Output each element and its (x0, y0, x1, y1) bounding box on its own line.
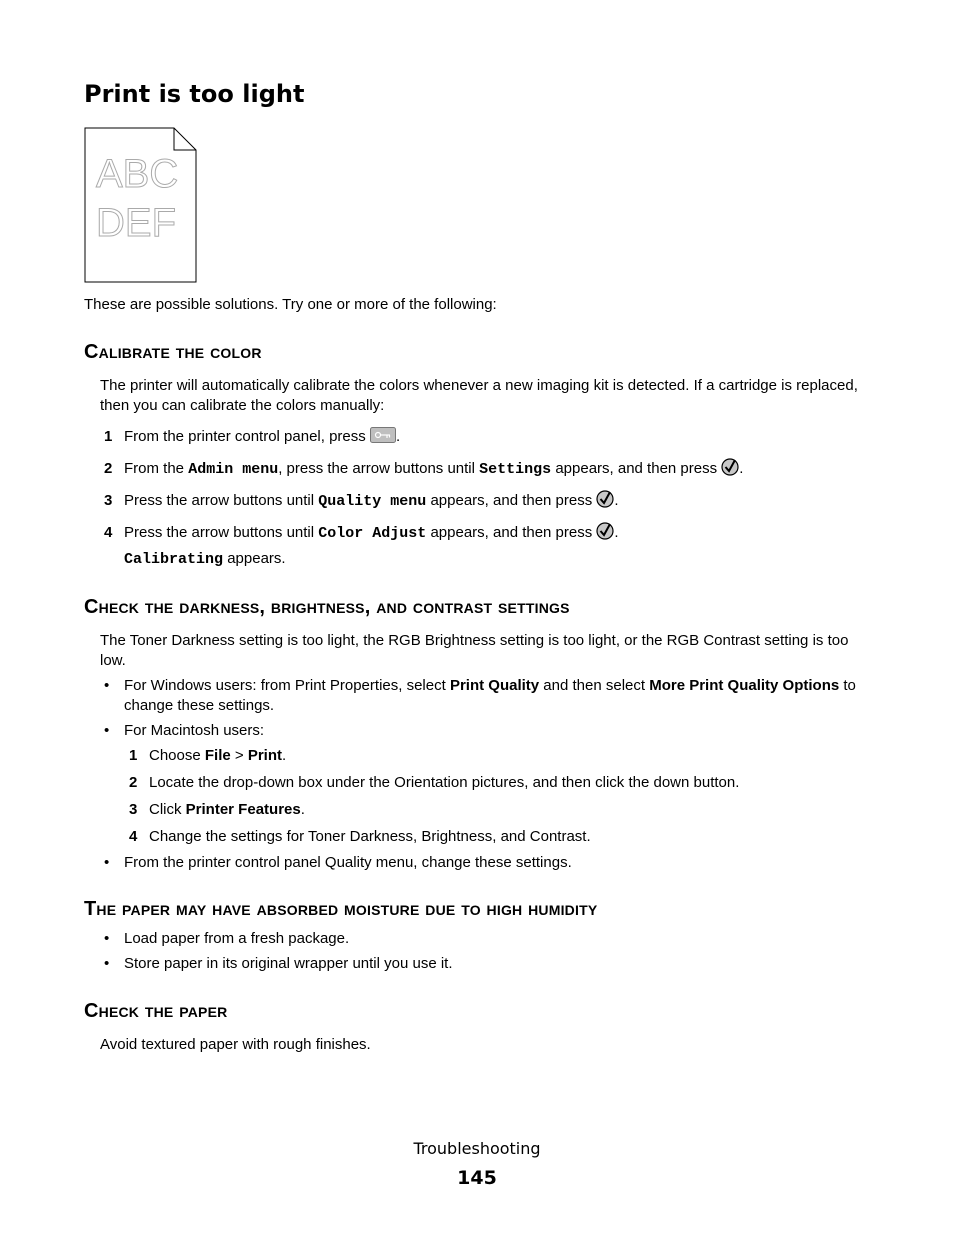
calibrate-result: Calibrating appears. (124, 550, 286, 568)
page-title: Print is too light (84, 80, 305, 108)
list-item: • Load paper from a fresh package. (104, 930, 350, 947)
sample-text-def: DEF (96, 201, 176, 245)
bullet-icon: • (104, 722, 110, 739)
list-item: • For Windows users: from Print Properties, select Print Quality and then select More Print Quality Options to change these settings. (104, 677, 856, 714)
checkmark-button-icon (596, 490, 614, 512)
section-heading-humidity: The paper may have absorbed moisture due to high humidity (84, 898, 598, 920)
list-item: • For Macintosh users: (104, 722, 265, 739)
section-heading-paper: Check the paper (84, 1000, 228, 1022)
bullet-icon: • (104, 955, 110, 972)
checkmark-button-icon (596, 522, 614, 544)
section-heading-darkness: Check the darkness, brightness, and contrast settings (84, 596, 570, 618)
intro-text: These are possible solutions. Try one or more of the following: (84, 296, 497, 313)
checkmark-button-icon (721, 458, 739, 480)
bullet-icon: • (104, 677, 110, 694)
list-item: 3 Press the arrow buttons until Quality menu appears, and then press . (104, 490, 619, 512)
list-item: 2 From the Admin menu, press the arrow buttons until Settings appears, and then press . (104, 458, 743, 480)
bullet-icon: • (104, 930, 110, 947)
list-item: 4 Press the arrow buttons until Color Adjust appears, and then press . (104, 522, 619, 544)
list-item: 2 Locate the drop-down box under the Orientation pictures, and then click the down button. (129, 774, 740, 791)
footer-chapter-label: Troubleshooting (413, 1139, 541, 1158)
list-item: 1 Choose File > Print. (129, 747, 287, 764)
calibrate-body: The printer will automatically calibrate the colors whenever a new imaging kit is detected. If a cartridge is replaced, then you can calibrate the colors manually: (100, 377, 858, 414)
list-item: 3 Click Printer Features. (129, 801, 305, 818)
paper-body: Avoid textured paper with rough finishes. (100, 1036, 371, 1053)
sample-text-abc: ABC (96, 152, 179, 196)
list-item: • From the printer control panel Quality menu, change these settings. (104, 854, 572, 871)
section-heading-calibrate: Calibrate the color (84, 341, 262, 363)
darkness-body: The Toner Darkness setting is too light, the RGB Brightness setting is too light, or the RGB Contrast setting is too low. (100, 632, 849, 669)
menu-key-button-icon (370, 427, 396, 447)
light-print-sample-illustration (84, 127, 198, 284)
list-item: 4 Change the settings for Toner Darkness, Brightness, and Contrast. (129, 828, 591, 845)
page-number: 145 (457, 1167, 497, 1189)
list-item: 1 From the printer control panel, press . (104, 427, 400, 447)
list-item: • Store paper in its original wrapper until you use it. (104, 955, 453, 972)
bullet-icon: • (104, 854, 110, 871)
